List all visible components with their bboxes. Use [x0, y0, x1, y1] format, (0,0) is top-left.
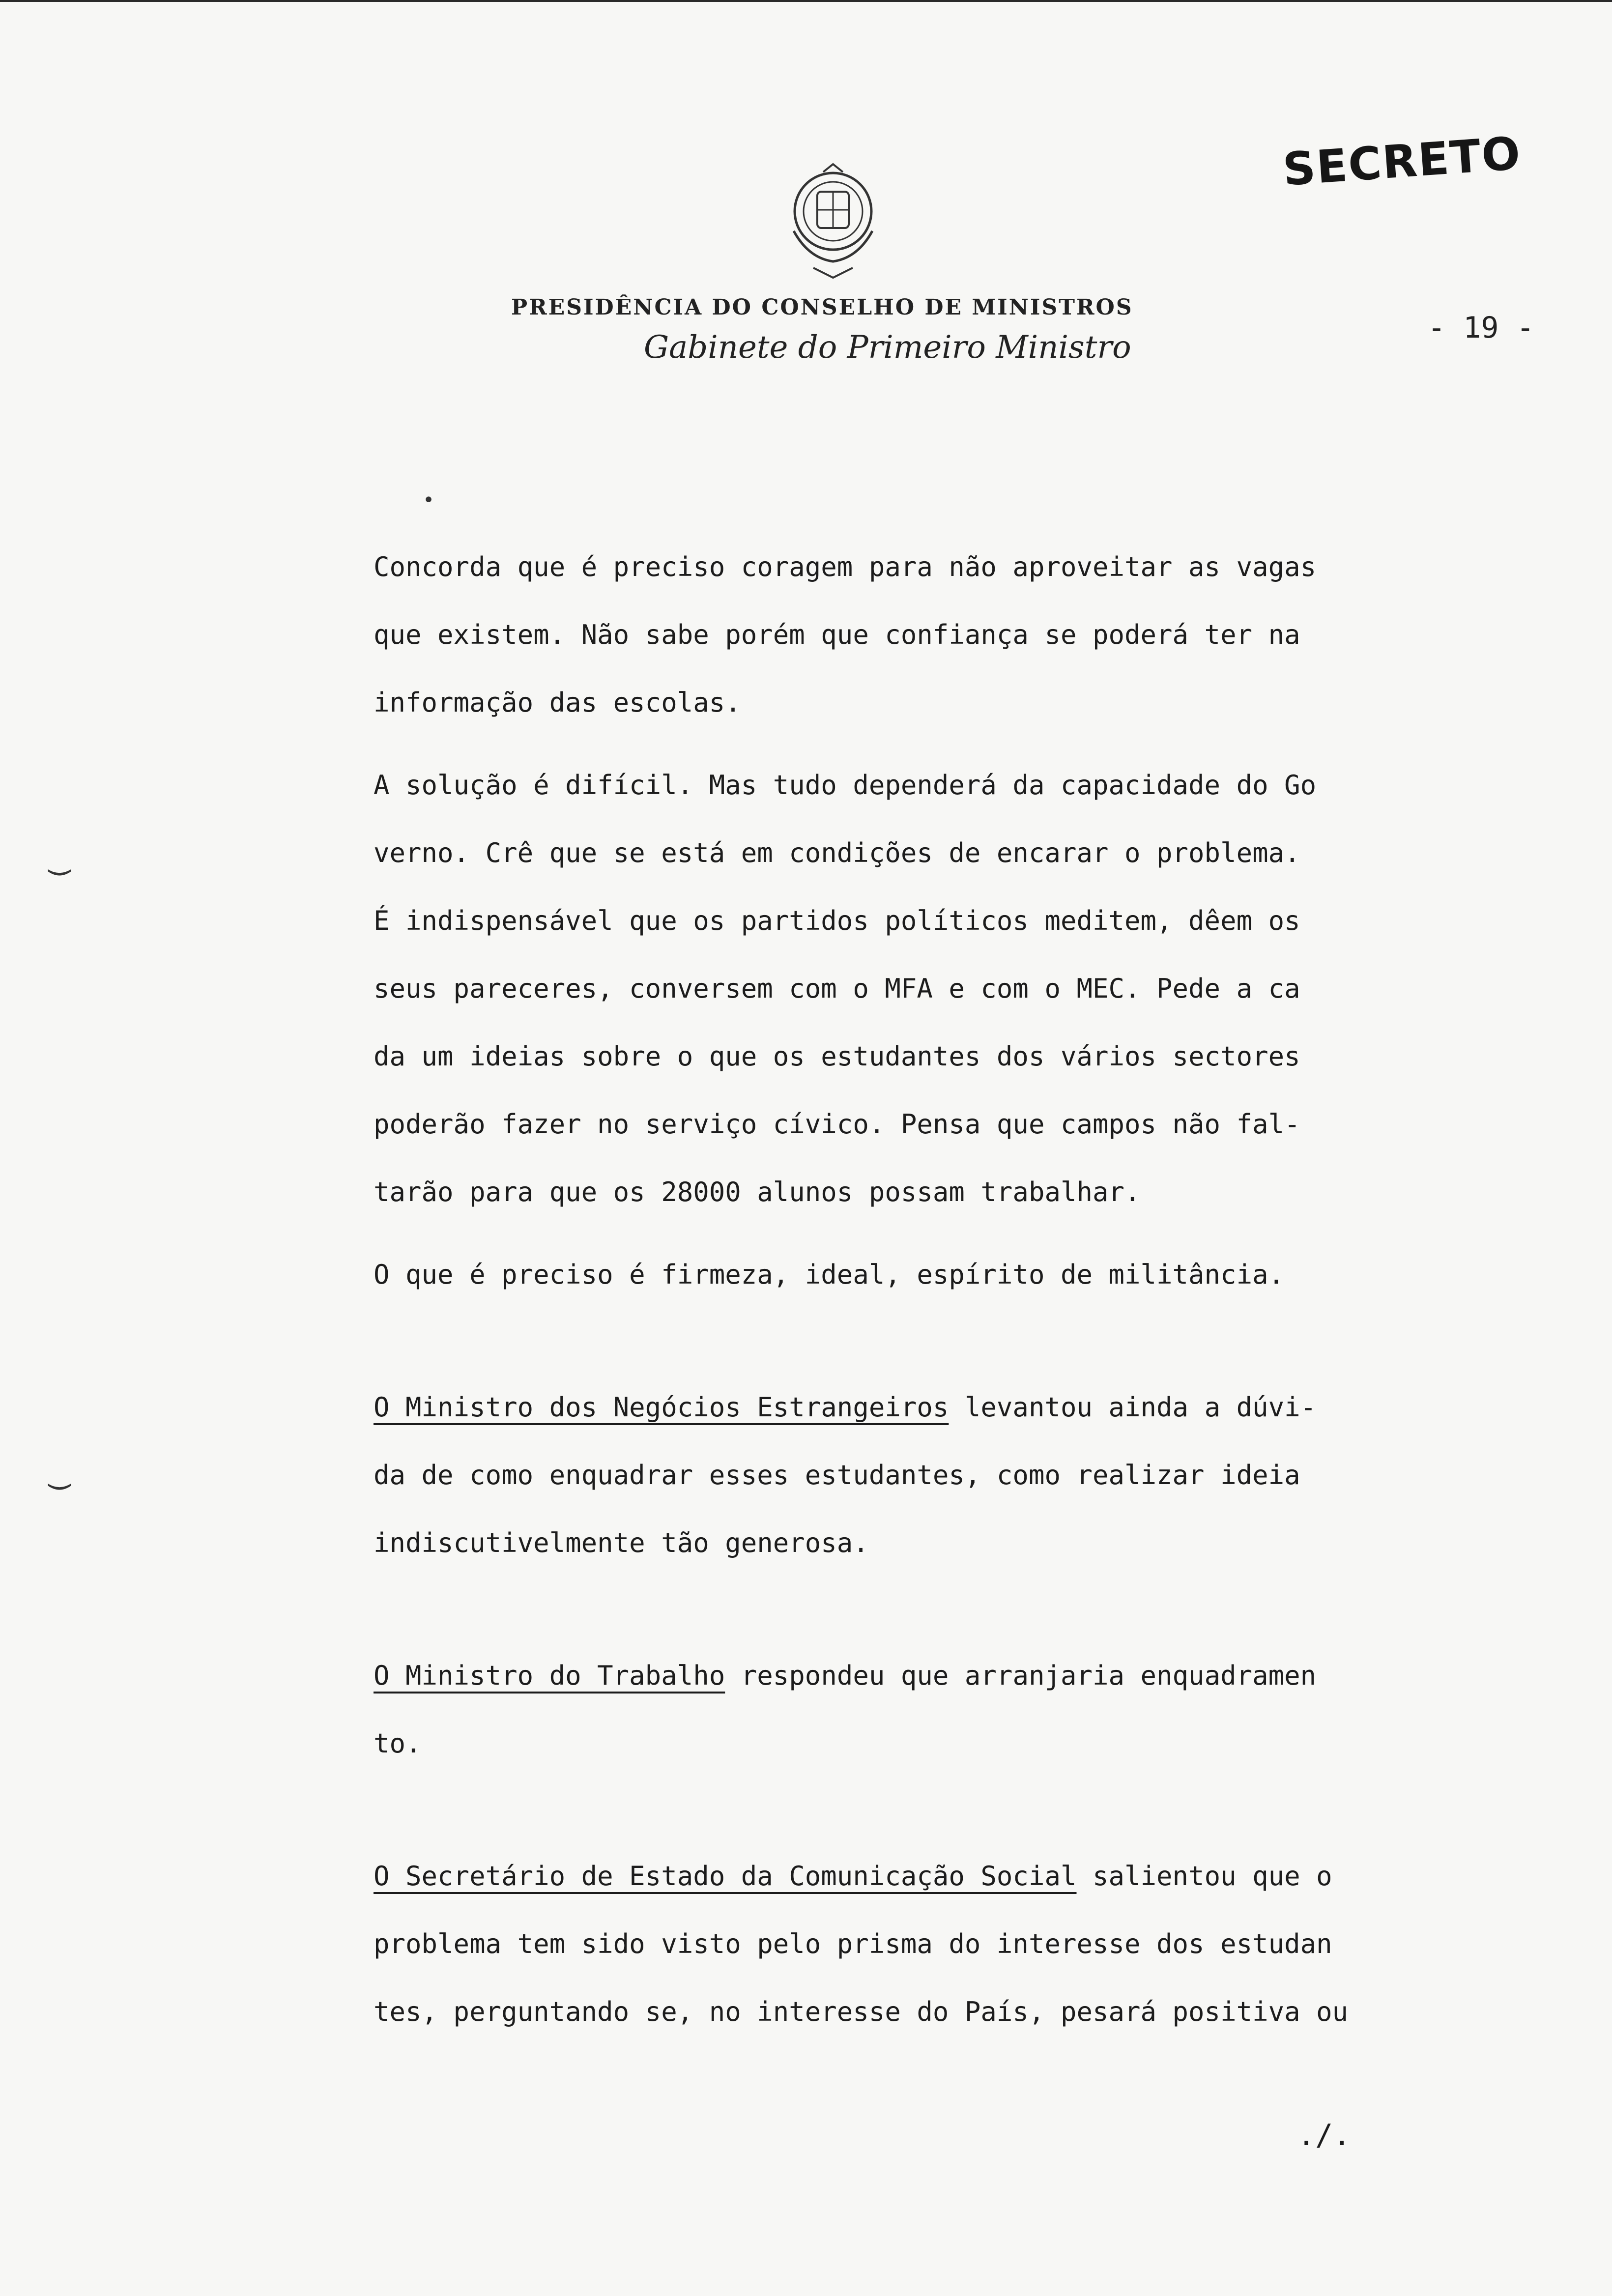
- text-line: O que é preciso é firmeza, ideal, espírito de militância.: [374, 1259, 1285, 1290]
- text-line: Concorda que é preciso coragem para não aproveitar as vagas: [374, 551, 1317, 582]
- coat-of-arms-icon: [774, 157, 892, 285]
- text-span: salientou que o: [1076, 1861, 1332, 1892]
- secret-stamp: SECRETO: [1281, 127, 1523, 196]
- page-number: - 19 -: [1428, 311, 1534, 345]
- text-line: da de como enquadrar esses estudantes, como realizar ideia: [374, 1460, 1300, 1491]
- speaker-name: O Secretário de Estado da Comunicação Social: [374, 1861, 1077, 1892]
- text-line: tarão para que os 28000 alunos possam trabalhar.: [374, 1177, 1141, 1207]
- speaker-name: O Ministro do Trabalho: [374, 1660, 725, 1691]
- text-line: seus pareceres, conversem com o MFA e com o MEC. Pede a ca: [374, 973, 1300, 1004]
- document-body: [374, 533, 1484, 2046]
- margin-mark: ‿: [49, 1450, 70, 1490]
- text-line: poderão fazer no serviço cívico. Pensa que campos não fal-: [374, 1109, 1300, 1140]
- text-line: É indispensável que os partidos políticos meditem, dêem os: [374, 905, 1300, 936]
- text-line: informação das escolas.: [374, 687, 741, 718]
- continuation-mark: ./.: [1297, 2118, 1351, 2152]
- margin-dot: •: [423, 489, 435, 512]
- text-line: problema tem sido visto pelo prisma do interesse dos estudan: [374, 1928, 1332, 1959]
- speaker-line: [374, 1374, 1484, 1441]
- text-line: da um ideias sobre o que os estudantes dos vários sectores: [374, 1041, 1300, 1072]
- top-rule: [0, 0, 1612, 2]
- speaker-name: O Ministro dos Negócios Estrangeiros: [374, 1392, 949, 1423]
- text-line: A solução é difícil. Mas tudo dependerá da capacidade do Go: [374, 770, 1317, 801]
- margin-mark: ‿: [49, 835, 70, 876]
- header-title: PRESIDÊNCIA DO CONSELHO DE MINISTROS: [511, 295, 1133, 320]
- text-line: to.: [374, 1728, 422, 1759]
- speaker-line: [374, 1842, 1484, 1910]
- text-span: respondeu que arranjaria enquadramen: [725, 1660, 1317, 1691]
- text-span: levantou ainda a dúvi-: [949, 1392, 1317, 1423]
- text-line: indiscutivelmente tão generosa.: [374, 1527, 869, 1558]
- speaker-line: [374, 1642, 1484, 1710]
- text-line: verno. Crê que se está em condições de encarar o problema.: [374, 837, 1300, 868]
- text-line: que existem. Não sabe porém que confiança se poderá ter na: [374, 619, 1300, 650]
- text-line: tes, perguntando se, no interesse do País, pesará positiva ou: [374, 1996, 1349, 2027]
- header-subtitle: Gabinete do Primeiro Ministro: [644, 329, 1131, 366]
